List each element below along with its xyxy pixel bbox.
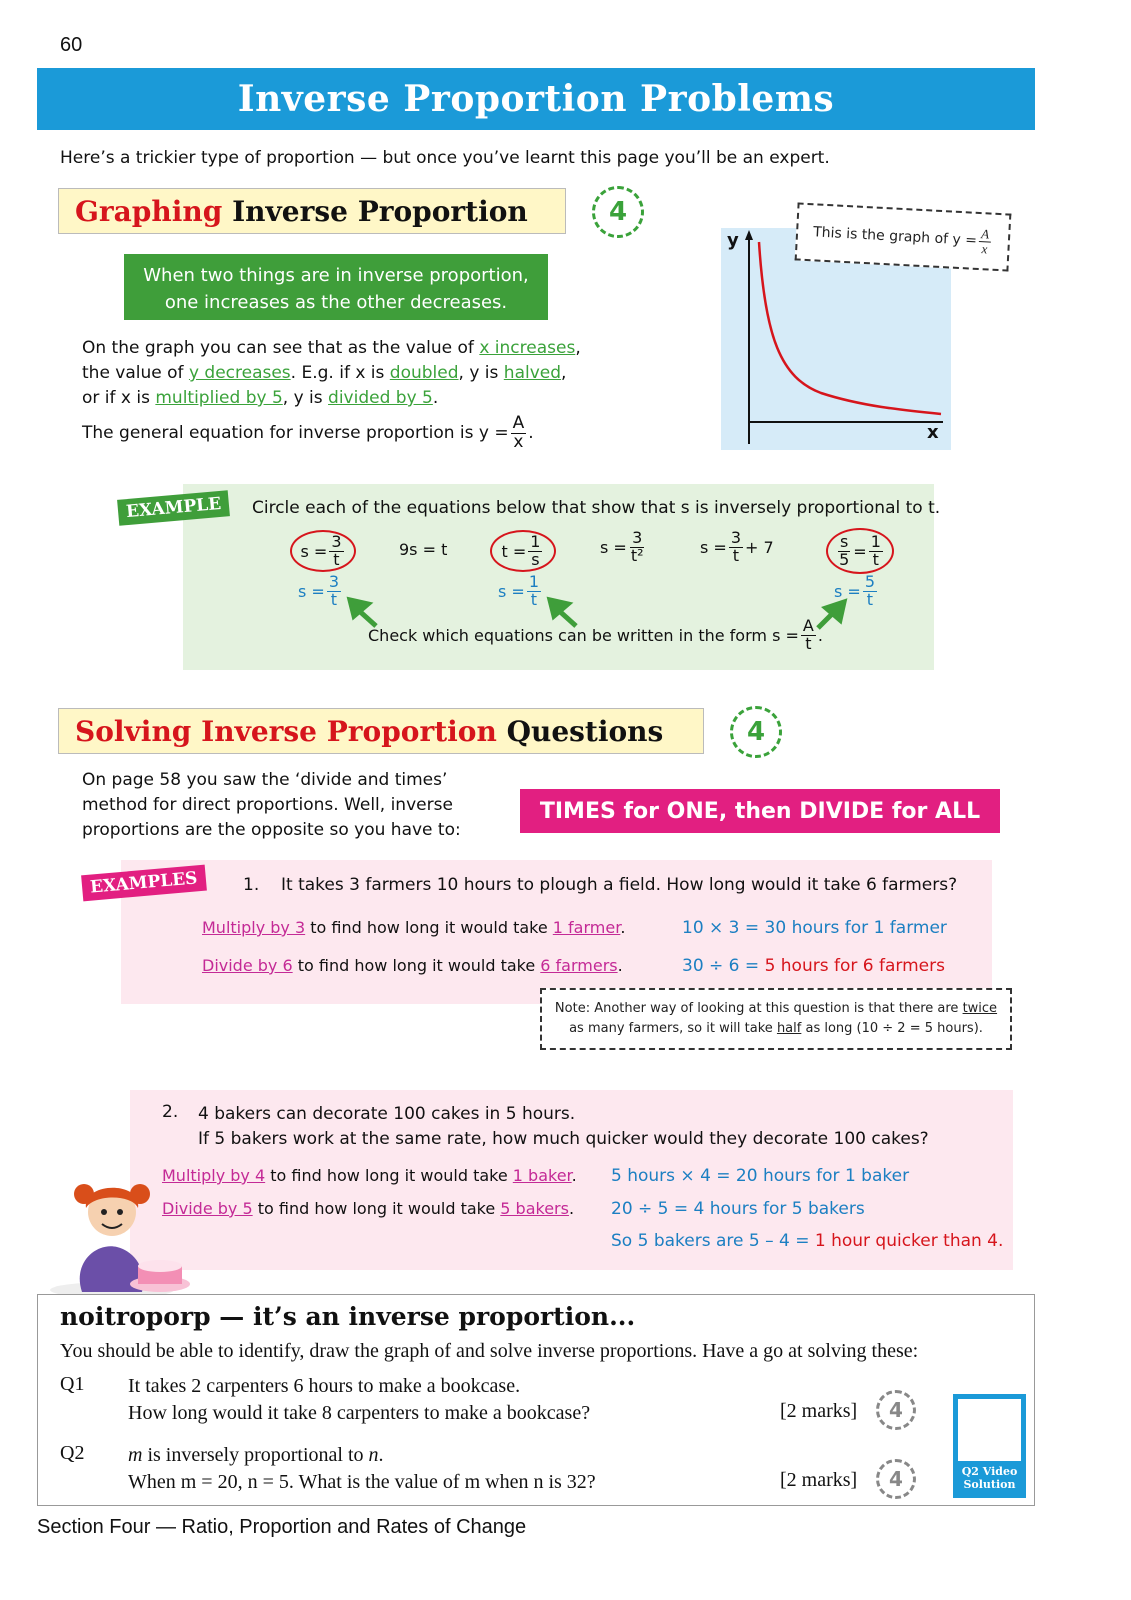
qr-code-icon [958,1399,1021,1461]
q2-step3: So 5 bakers are 5 – 4 = 1 hour quicker than 4. [611,1231,1004,1251]
inverse-curve [759,242,941,414]
video-solution-button[interactable] [953,1394,1026,1498]
intro-text: Here’s a trickier type of proportion — but once you’ve learnt this page you’ll be an expert. [60,148,830,168]
q2-number: 2. [162,1102,179,1122]
q1-number: 1. [243,875,260,895]
q2-grade-badge: 4 [876,1459,916,1499]
grade-badge-2: 4 [730,706,782,758]
q2-question: m is inversely proportional to n. When m = 20, n = 5. What is the value of m when n is 32? [128,1444,596,1493]
x-axis-label: x [927,422,939,443]
q1-grade-badge: 4 [876,1390,916,1430]
solving-heading-black: Questions [506,714,664,748]
q1-step2-calc: 30 ÷ 6 = 5 hours for 6 farmers [682,956,945,976]
graphing-heading [58,188,566,234]
method-banner: TIMES for ONE, then DIVIDE for ALL [520,789,1000,833]
examples-badge: EXAMPLES [81,865,206,902]
example-badge: EXAMPLE [117,490,230,526]
video-label: Q2 Video Solution [961,1465,1018,1491]
definition-line-2: one increases as the other decreases. [164,292,508,313]
x-increases: x increases [479,338,576,358]
graphing-heading-red: Graphing [75,194,223,228]
equation-3: t = $\frac{1}{s}$ [490,530,556,572]
check-text: Check which equations can be written in the form s = $\frac{A}{t}$ . [368,616,823,653]
q2-step1: Multiply by 4 to find how long it would take 1 baker. [162,1166,577,1185]
solving-heading [58,708,704,754]
page-number: 60 [60,34,83,56]
q1-label: Q1 [60,1373,85,1395]
solving-heading-red: Solving Inverse Proportion [75,714,497,748]
definition-line-1: When two things are in inverse proportion, [143,265,529,286]
title-bar [37,68,1035,130]
q2-step1-calc: 5 hours × 4 = 20 hours for 1 baker [611,1166,910,1186]
q1-text: It takes 3 farmers 10 hours to plough a field. How long would it take 6 farmers? [281,875,958,895]
practice-intro: You should be able to identify, draw the graph of and solve inverse proportions. Have a go at solving these: [60,1340,919,1362]
solving-text: On page 58 you saw the ‘divide and times’ method for direct proportions. Well, inverse proportions are the opposite so you have to: [82,770,461,840]
practice-heading: noitroporp — it’s an inverse proportion... [60,1302,636,1331]
graphing-heading-black: Inverse Proportion [232,194,528,228]
q1-marks: [2 marks] [780,1400,858,1422]
definition-box [124,254,548,320]
equation-1: s = $\frac{3}{t}$ [290,530,356,572]
q1-note: Note: Another way of looking at this question is that there are twice as many farmers, so it will take half as long (10 ÷ 2 = 5 hours). [540,988,1012,1050]
q2-step2-calc: 20 ÷ 5 = 4 hours for 5 bakers [611,1199,865,1219]
y-axis-label: y [727,230,739,251]
example-question: Circle each of the equations below that show that s is inversely proportional to t. [252,498,941,518]
q1-step1: Multiply by 3 to find how long it would take 1 farmer. [202,918,626,937]
equation-4: s = $\frac{3}{\text{t²}}$ [600,528,644,565]
q2-label: Q2 [60,1442,85,1464]
graph-note: This is the graph of y = $\frac{A}{x}$ [795,202,1012,271]
graph-explanation: On the graph you can see that as the value of x increases, the value of y decreases. E.g. if x is doubled, y is halved, or if x is multiplied by 5, y is divided by 5. [82,338,581,408]
cartoon-girl-illustration [42,1172,202,1302]
grade-badge: 4 [592,186,644,238]
equation-6: $\frac{s}{5}$ = $\frac{1}{t}$ [826,528,894,574]
equation-5: s = $\frac{3}{t}$ + 7 [700,528,774,565]
y-decreases: y decreases [188,363,291,383]
rewritten-1: s = $\frac{3}{t}$ [298,572,340,609]
q1-step2: Divide by 6 to find how long it would take 6 farmers. [202,956,623,975]
q1-question: It takes 2 carpenters 6 hours to make a bookcase. How long would it take 8 carpenters to make a bookcase? [128,1375,591,1424]
q2-marks: [2 marks] [780,1469,858,1491]
q2-step2: Divide by 5 to find how long it would take 5 bakers. [162,1199,575,1218]
equation-2: 9s = t [399,540,448,559]
rewritten-2: s = $\frac{1}{t}$ [498,572,540,609]
general-equation: The general equation for inverse proportion is y = $\frac{A}{x}$ . [82,413,534,452]
q1-step1-calc: 10 × 3 = 30 hours for 1 farmer [682,918,947,938]
rewritten-3: s = $\frac{5}{t}$ [834,572,876,609]
equations-row [0,528,1131,578]
q2-text: 4 bakers can decorate 100 cakes in 5 hours. If 5 bakers work at the same rate, how much quicker would they decorate 100 cakes? [198,1104,929,1149]
footer: Section Four — Ratio, Proportion and Rates of Change [37,1516,527,1538]
page-title: Inverse Proportion Problems [237,78,835,120]
